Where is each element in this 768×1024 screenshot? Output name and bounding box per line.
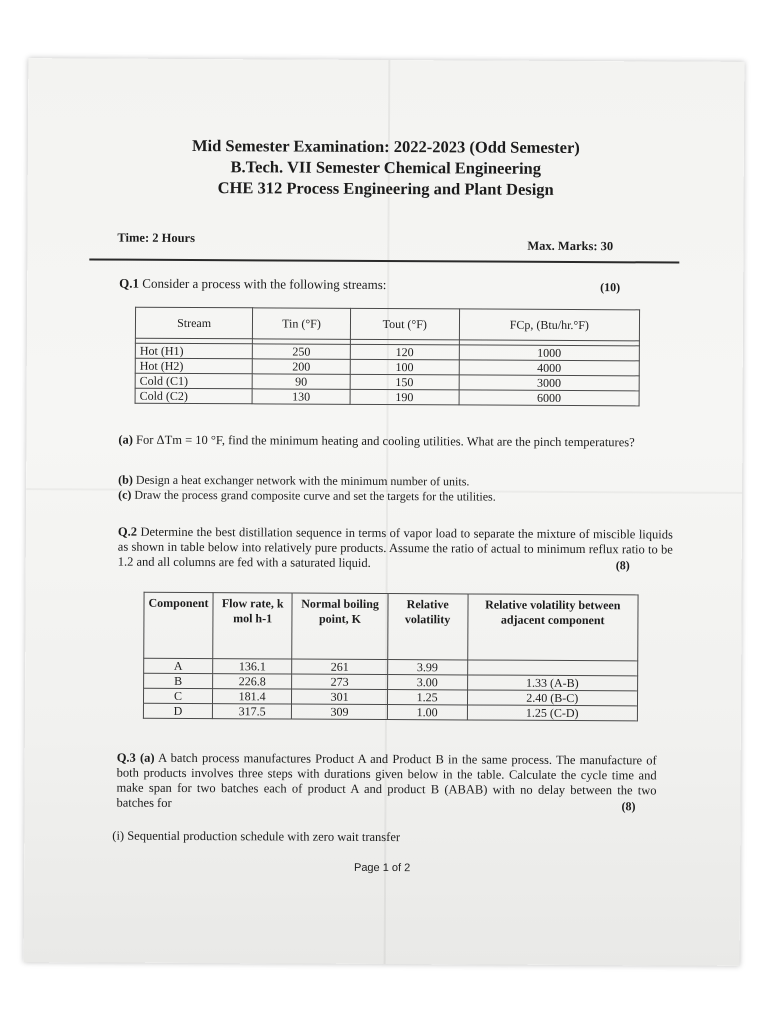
table-cell: 136.1 [213, 659, 292, 674]
col-header: Normal boiling point, K [292, 593, 388, 659]
q3-marks: (8) [621, 799, 636, 814]
table-cell: 250 [253, 344, 351, 360]
table-cell: 1.33 (A-B) [467, 675, 638, 691]
table-cell: 150 [350, 374, 459, 390]
q3-text: A batch process manufactures Product A and Product B in the same process. The manufacture of both products involves three steps with durations given below in the table. Calculate the cycle time and make span for two batches each of product A and product B (ABAB) with no delay between the two batches for [116, 750, 657, 810]
q1-label: Q.1 [119, 275, 140, 291]
part-label: (b) [118, 472, 133, 487]
exam-time: Time: 2 Hours [117, 230, 196, 246]
exam-header [28, 134, 744, 201]
table-cell: Cold (C2) [135, 388, 252, 404]
q2-text: Determine the best distillation sequence in terms of vapor load to separate the mixture of miscible liquids as shown in table below into relatively pure products. Assume the ratio of actual to minimum reflux ratio to be 1.2 and all columns are fed with a saturated liquid. [117, 524, 673, 570]
table-cell: D [143, 703, 212, 718]
col-header: Tout (°F) [350, 308, 459, 340]
table-cell: 3.99 [387, 660, 467, 675]
question-1 [119, 276, 386, 293]
table-cell: 3000 [459, 375, 639, 391]
q1-marks: (10) [600, 280, 621, 295]
header-divider [89, 258, 679, 263]
question-3 [116, 751, 656, 814]
table-cell: 6000 [459, 390, 639, 406]
table-cell: B [144, 673, 213, 688]
table-cell: A [144, 658, 213, 673]
q3-label: Q.3 (a) [116, 750, 155, 765]
table-header-row [135, 307, 639, 341]
table-header-row [144, 592, 638, 661]
exam-paper [24, 58, 745, 966]
col-header: Flow rate, k mol h-1 [213, 593, 293, 659]
part-text: Design a heat exchanger network with the minimum number of units. [135, 472, 470, 489]
q1-text: Consider a process with the following streams: [142, 275, 387, 293]
col-header: FCp, (Btu/hr.°F) [459, 309, 639, 341]
page-number: Page 1 of 2 [353, 861, 411, 875]
table-row [143, 703, 637, 721]
table-cell: 200 [252, 359, 350, 375]
streams-table [135, 307, 641, 407]
col-header: Tin (°F) [253, 308, 351, 340]
table-cell: 100 [350, 359, 459, 375]
table-cell: 1000 [459, 345, 639, 361]
table-cell: 1.00 [387, 705, 467, 720]
q1-part-c [118, 488, 663, 506]
table-cell: Hot (H1) [135, 343, 252, 359]
col-header: Relative volatility between adjacent component [467, 594, 638, 661]
max-marks: Max. Marks: 30 [527, 238, 614, 254]
table-cell: 273 [292, 674, 388, 689]
question-2 [118, 525, 673, 573]
exam-title: Mid Semester Examination: 2022-2023 (Odd Semester) [191, 135, 580, 158]
q1-part-a [118, 429, 663, 455]
col-header: Stream [135, 307, 252, 339]
table-cell: 4000 [459, 360, 639, 376]
table-cell: 226.8 [213, 674, 292, 689]
table-cell: 190 [350, 389, 459, 405]
table-cell [467, 660, 638, 676]
col-header: Component [144, 592, 213, 658]
col-header: Relative volatility [388, 594, 468, 660]
table-cell: 301 [292, 689, 388, 704]
q1-parts-bc [118, 473, 663, 506]
q3-sub-i: (i) Sequential production schedule with zero wait transfer [112, 828, 401, 845]
q2-label: Q.2 [117, 524, 138, 539]
q2-marks: (8) [615, 558, 630, 573]
table-cell: 181.4 [213, 689, 292, 704]
table-cell: 130 [252, 389, 350, 405]
part-label: (a) [118, 432, 133, 447]
table-cell: C [143, 688, 212, 703]
table-cell: Cold (C1) [135, 373, 252, 389]
table-cell: 1.25 [387, 690, 467, 705]
table-cell: 2.40 (B-C) [467, 690, 638, 706]
table-row [135, 388, 639, 406]
table-cell: 317.5 [212, 704, 291, 719]
table-cell: 120 [350, 344, 459, 360]
table-cell: 1.25 (C-D) [467, 705, 638, 721]
table-cell: 3.00 [387, 675, 467, 690]
course-title: CHE 312 Process Engineering and Plant Design [217, 178, 554, 199]
part-label: (c) [118, 487, 132, 502]
program-title: B.Tech. VII Semester Chemical Engineering [230, 157, 542, 178]
components-table [143, 592, 639, 722]
table-cell: 309 [292, 704, 388, 719]
part-text: For ΔTm = 10 °F, find the minimum heating and cooling utilities. What are the pinch temperatures? [136, 432, 635, 450]
table-cell: 90 [252, 374, 350, 390]
table-cell: Hot (H2) [135, 358, 252, 374]
part-text: Draw the process grand composite curve and set the targets for the utilities. [134, 487, 496, 504]
table-cell: 261 [292, 659, 388, 674]
